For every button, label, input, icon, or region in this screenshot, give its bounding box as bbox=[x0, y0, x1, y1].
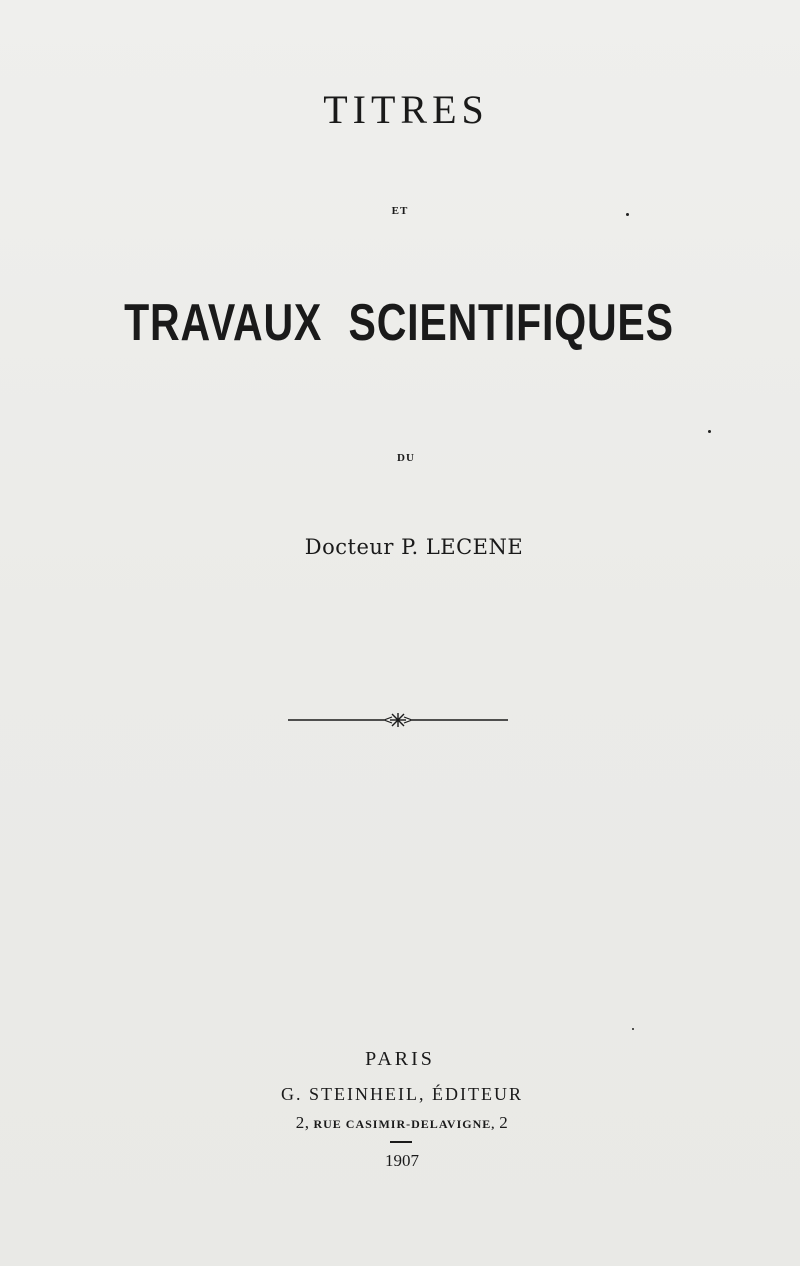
main-title: TRAVAUX SCIENTIFIQUES bbox=[124, 294, 674, 352]
imprint-address bbox=[0, 1113, 800, 1135]
paper-speck bbox=[708, 430, 711, 433]
imprint-publisher: G. STEINHEIL, ÉDITEUR bbox=[281, 1084, 523, 1104]
address-number-left: 2, bbox=[295, 1113, 310, 1132]
author-name: Docteur P. LECENE bbox=[304, 535, 524, 559]
ornamental-rule-icon bbox=[288, 711, 508, 729]
heading-du: DU bbox=[397, 452, 415, 464]
address-street: RUE CASIMIR-DELAVIGNE, bbox=[313, 1117, 496, 1131]
heading-titres: TITRES bbox=[323, 87, 489, 132]
paper-speck bbox=[626, 213, 629, 216]
imprint-year: 1907 bbox=[385, 1151, 419, 1170]
heading-et: ET bbox=[391, 205, 409, 217]
paper-speck bbox=[632, 1028, 634, 1030]
imprint-divider bbox=[390, 1141, 412, 1143]
address-number-right: 2 bbox=[499, 1113, 509, 1132]
imprint-city: PARIS bbox=[365, 1048, 435, 1070]
